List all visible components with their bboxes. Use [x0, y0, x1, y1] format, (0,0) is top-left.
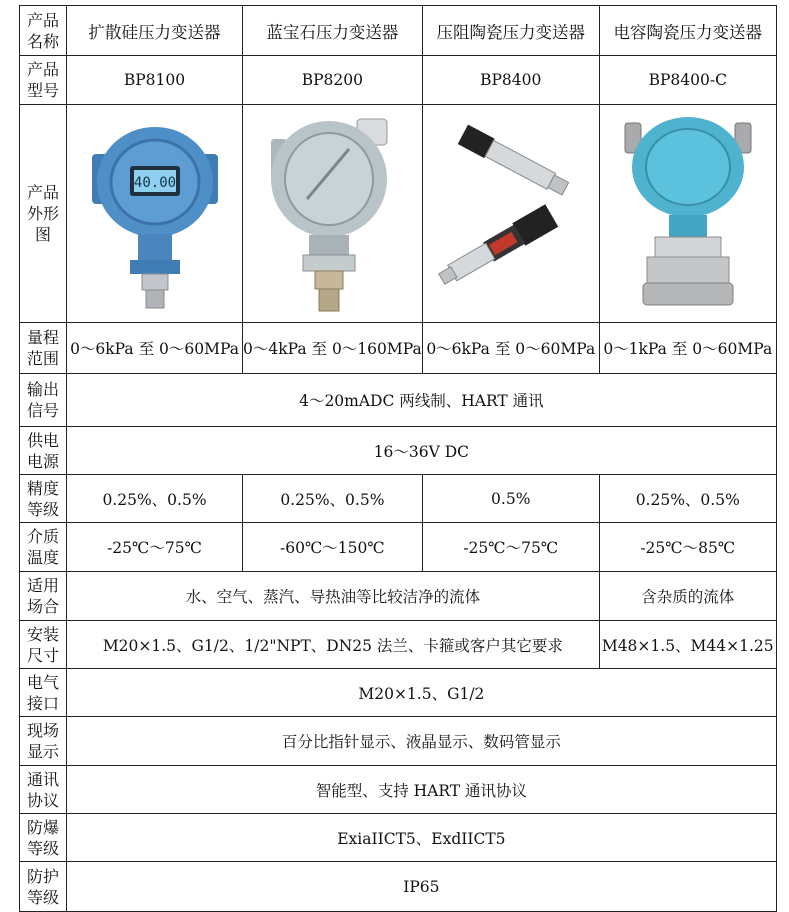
product-image-2: [243, 105, 423, 323]
install-main: M20×1.5、G1/2、1/2"NPT、DN25 法兰、卡箍或客户其它要求: [67, 621, 600, 669]
range-1: 0～6kPa 至 0～60MPa: [67, 323, 243, 374]
product-name-1: 扩散硅压力变送器: [67, 6, 243, 56]
row-appearance: [20, 105, 777, 323]
grey-transmitter-image: [257, 109, 407, 319]
row-temperature: [20, 523, 777, 572]
product-image-3: [422, 105, 599, 323]
row-power: [20, 427, 777, 475]
label-model: 产品型号: [20, 56, 67, 105]
row-ingress: [20, 862, 777, 912]
explosion-value: ExiaIICT5、ExdIICT5: [67, 814, 777, 862]
model-4: BP8400-C: [599, 56, 776, 105]
label-usage: 适用场合: [20, 572, 67, 621]
temp-4: -25℃～85℃: [599, 523, 776, 572]
accuracy-2: 0.25%、0.5%: [243, 475, 423, 523]
label-power: 供电电源: [20, 427, 67, 475]
output-value: 4～20mADC 两线制、HART 通讯: [67, 374, 777, 427]
row-explosion: [20, 814, 777, 862]
label-range: 量程范围: [20, 323, 67, 374]
label-explosion: 防爆等级: [20, 814, 67, 862]
usage-main: 水、空气、蒸汽、导热油等比较洁净的流体: [67, 572, 600, 621]
usage-c: 含杂质的流体: [599, 572, 776, 621]
power-value: 16～36V DC: [67, 427, 777, 475]
display-value: 百分比指针显示、液晶显示、数码管显示: [67, 717, 777, 766]
temp-3: -25℃～75℃: [422, 523, 599, 572]
protocol-value: 智能型、支持 HART 通讯协议: [67, 766, 777, 814]
label-ingress: 防护等级: [20, 862, 67, 912]
compact-transmitters-image: [436, 111, 586, 316]
row-output: [20, 374, 777, 427]
label-electrical: 电气接口: [20, 669, 67, 717]
cyan-transmitter-image: [613, 111, 763, 316]
range-3: 0～6kPa 至 0～60MPa: [422, 323, 599, 374]
label-temperature: 介质温度: [20, 523, 67, 572]
product-name-3: 压阻陶瓷压力变送器: [422, 6, 599, 56]
row-range: [20, 323, 777, 374]
temp-1: -25℃～75℃: [67, 523, 243, 572]
row-model: [20, 56, 777, 105]
label-appearance: 产品外形图: [20, 105, 67, 323]
electrical-value: M20×1.5、G1/2: [67, 669, 777, 717]
label-install: 安装尺寸: [20, 621, 67, 669]
accuracy-1: 0.25%、0.5%: [67, 475, 243, 523]
row-display: [20, 717, 777, 766]
model-1: BP8100: [67, 56, 243, 105]
row-usage: [20, 572, 777, 621]
label-output: 输出信号: [20, 374, 67, 427]
label-product-name: 产品名称: [20, 6, 67, 56]
install-c: M48×1.5、M44×1.25: [599, 621, 776, 669]
row-install: [20, 621, 777, 669]
spec-table: [19, 5, 777, 912]
ingress-value: IP65: [67, 862, 777, 912]
accuracy-3: 0.5%: [422, 475, 599, 523]
lcd-readout: 40.00: [133, 174, 176, 191]
range-2: 0～4kPa 至 0～160MPa: [243, 323, 423, 374]
label-display: 现场显示: [20, 717, 67, 766]
row-protocol: [20, 766, 777, 814]
label-accuracy: 精度等级: [20, 475, 67, 523]
product-image-1: [67, 105, 243, 323]
model-2: BP8200: [243, 56, 423, 105]
accuracy-4: 0.25%、0.5%: [599, 475, 776, 523]
product-name-4: 电容陶瓷压力变送器: [599, 6, 776, 56]
row-accuracy: [20, 475, 777, 523]
label-protocol: 通讯协议: [20, 766, 67, 814]
temp-2: -60℃～150℃: [243, 523, 423, 572]
product-image-4: [599, 105, 776, 323]
range-4: 0～1kPa 至 0～60MPa: [599, 323, 776, 374]
product-name-2: 蓝宝石压力变送器: [243, 6, 423, 56]
row-product-name: [20, 6, 777, 56]
blue-transmitter-image: [80, 114, 230, 314]
row-electrical: [20, 669, 777, 717]
model-3: BP8400: [422, 56, 599, 105]
